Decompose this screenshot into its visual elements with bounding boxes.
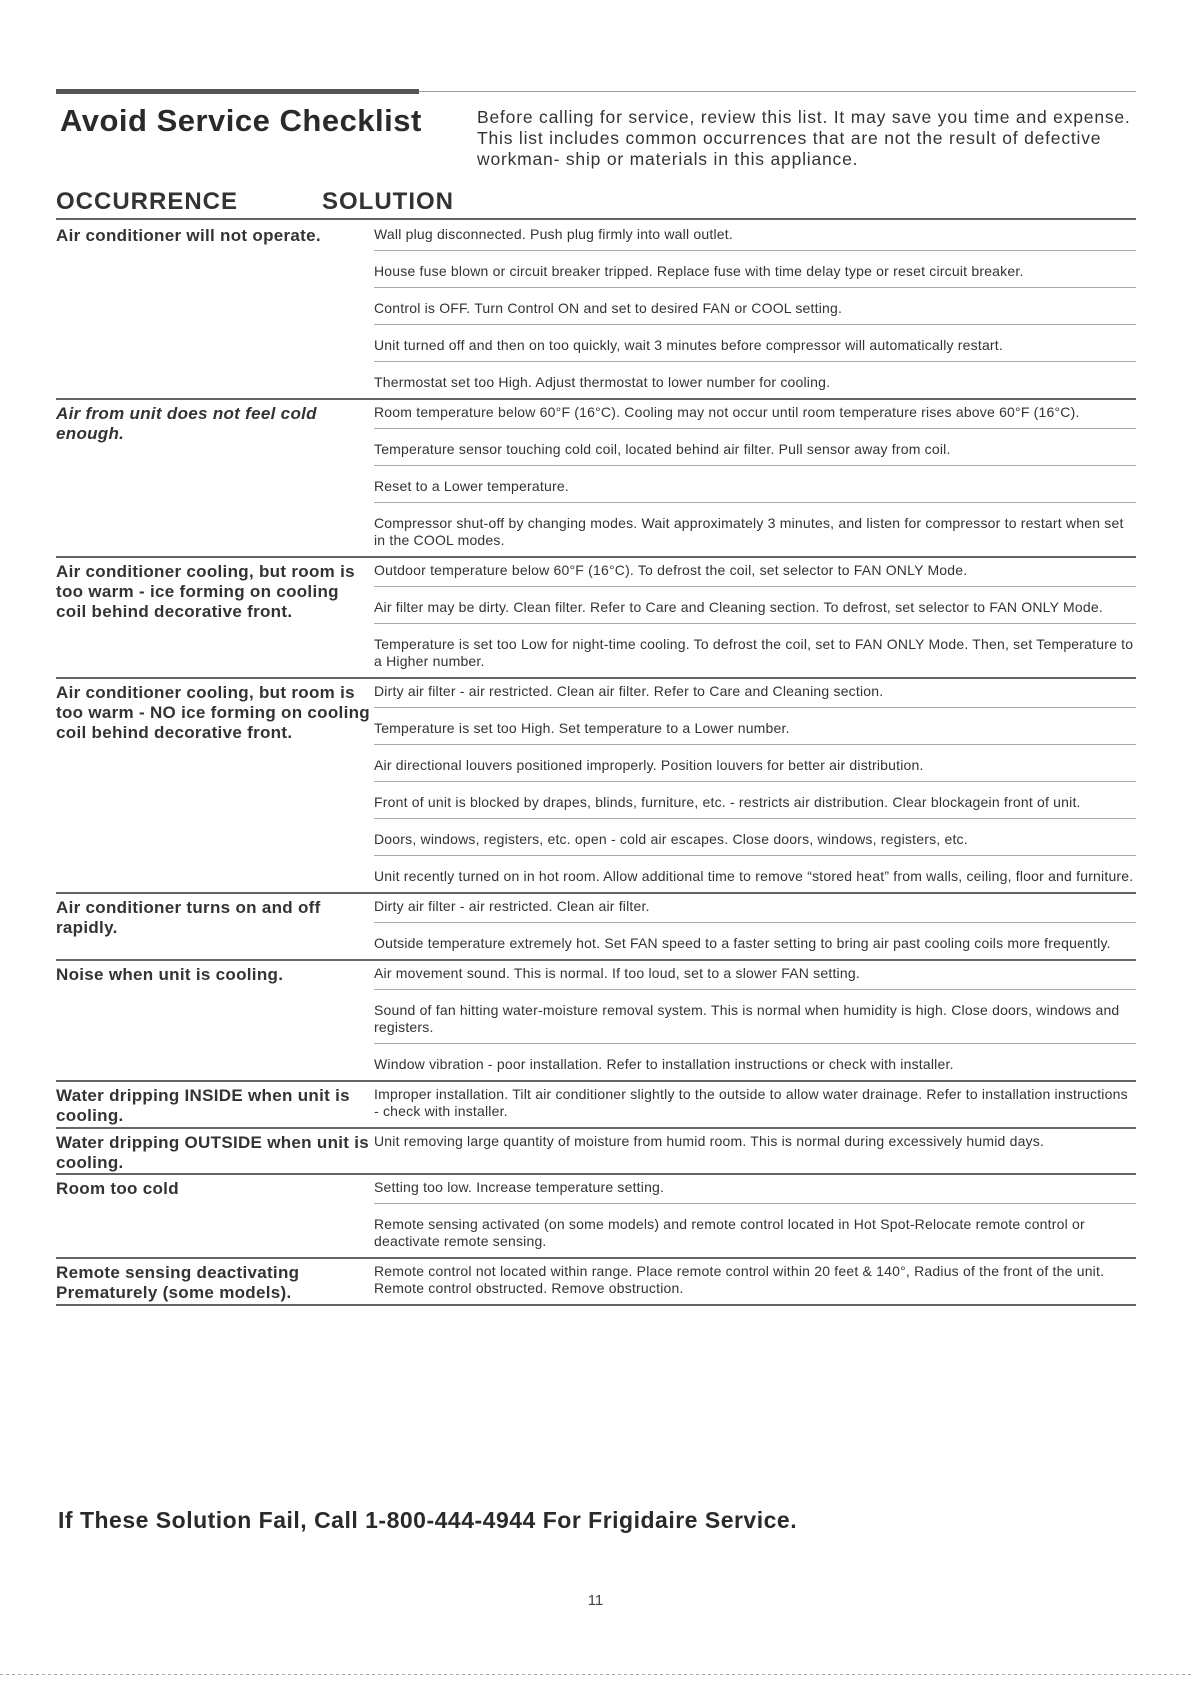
occurrence-text: Air from unit does not feel cold enough. — [56, 404, 317, 443]
checklist-section — [56, 961, 1136, 1082]
solution-item: Setting too low. Increase temperature setting. — [374, 1175, 1136, 1204]
bottom-rule — [0, 1674, 1191, 1675]
solution-list — [374, 558, 1136, 677]
checklist-section — [56, 679, 1136, 894]
solution-item: Unit recently turned on in hot room. Allow additional time to remove “stored heat” from walls, ceiling, floor and furniture. — [374, 868, 1134, 884]
intro-text: Before calling for service, review this list. It may save you time and expense. This list includes common occurrences that are not the result of defective workman- ship or materials in this appliance. — [477, 107, 1131, 169]
solution-item: Air filter may be dirty. Clean filter. Refer to Care and Cleaning section. To defrost, set selector to FAN ONLY Mode. — [374, 595, 1136, 624]
solution-list — [374, 679, 1136, 892]
solution-item: House fuse blown or circuit breaker tripped. Replace fuse with time delay type or reset circuit breaker. — [374, 259, 1136, 288]
occurrence-text: Water dripping INSIDE when unit is cooling. — [56, 1086, 350, 1125]
top-rule — [56, 89, 419, 94]
solution-item: Room temperature below 60°F (16°C). Cooling may not occur until room temperature rises above 60°F (16°C). — [374, 400, 1136, 429]
solution-item: Temperature sensor touching cold coil, located behind air filter. Pull sensor away from coil. — [374, 437, 1136, 466]
occurrence-text: Noise when unit is cooling. — [56, 965, 284, 984]
solution-item: Outdoor temperature below 60°F (16°C). To defrost the coil, set selector to FAN ONLY Mode. — [374, 558, 1136, 587]
solution-list — [374, 400, 1136, 556]
header-rule — [56, 218, 1136, 220]
checklist-section — [56, 1082, 1136, 1129]
solution-item: Dirty air filter - air restricted. Clean air filter. — [374, 894, 1136, 923]
solution-item: Compressor shut-off by changing modes. Wait approximately 3 minutes, and listen for compressor to restart when set in the COOL modes. — [374, 515, 1124, 548]
solution-header: SOLUTION — [322, 188, 454, 215]
page-title: Avoid Service Checklist — [60, 103, 422, 138]
solution-list — [374, 222, 1136, 398]
solution-item: Wall plug disconnected. Push plug firmly into wall outlet. — [374, 222, 1136, 251]
top-rule-thin — [419, 91, 1136, 92]
solution-item: Thermostat set too High. Adjust thermostat to lower number for cooling. — [374, 374, 831, 390]
solution-list — [374, 1082, 1136, 1127]
page-number: 11 — [587, 1592, 604, 1609]
solution-item: Sound of fan hitting water-moisture removal system. This is normal when humidity is high. Close doors, windows and registers. — [374, 998, 1136, 1044]
solution-list — [374, 961, 1136, 1080]
solution-item: Remote control not located within range. Place remote control within 20 feet & 140°, Radius of the front of the unit. Remote control obstructed. Remove obstruction. — [374, 1263, 1105, 1296]
solution-item: Unit turned off and then on too quickly, wait 3 minutes before compressor will automatically restart. — [374, 333, 1136, 362]
checklist-section — [56, 1259, 1136, 1306]
solution-item: Temperature is set too Low for night-time cooling. To defrost the coil, set to FAN ONLY Mode. Then, set Temperature to a Higher number. — [374, 636, 1134, 669]
solution-item: Control is OFF. Turn Control ON and set to desired FAN or COOL setting. — [374, 296, 1136, 325]
service-call-notice: If These Solution Fail, Call 1-800-444-4944 For Frigidaire Service. — [58, 1507, 798, 1533]
solution-item: Temperature is set too High. Set temperature to a Lower number. — [374, 716, 1136, 745]
checklist-section — [56, 558, 1136, 679]
occurrence-text: Water dripping OUTSIDE when unit is cooling. — [56, 1133, 370, 1172]
solution-list — [374, 894, 1136, 959]
solution-item: Air movement sound. This is normal. If too loud, set to a slower FAN setting. — [374, 961, 1136, 990]
solution-item: Improper installation. Tilt air conditioner slightly to the outside to allow water drainage. Refer to installation instructions - check with installer. — [374, 1086, 1128, 1119]
occurrence-text: Air conditioner cooling, but room is too warm - ice forming on cooling coil behind decorative front. — [56, 562, 355, 621]
checklist-section — [56, 1129, 1136, 1175]
occurrence-header: OCCURRENCE — [56, 188, 239, 215]
solution-list — [374, 1129, 1136, 1173]
solution-list — [374, 1175, 1136, 1257]
solution-item: Dirty air filter - air restricted. Clean air filter. Refer to Care and Cleaning section. — [374, 679, 1136, 708]
checklist-section — [56, 894, 1136, 961]
solution-item: Air directional louvers positioned improperly. Position louvers for better air distribution. — [374, 753, 1136, 782]
occurrence-text: Air conditioner will not operate. — [56, 226, 321, 245]
occurrence-text: Room too cold — [56, 1179, 179, 1198]
solution-item: Remote sensing activated (on some models) and remote control located in Hot Spot-Relocate remote control or deactivate remote sensing. — [374, 1216, 1085, 1249]
checklist-section — [56, 1175, 1136, 1259]
checklist-section — [56, 222, 1136, 400]
checklist-section — [56, 400, 1136, 558]
solution-item: Front of unit is blocked by drapes, blinds, furniture, etc. - restricts air distribution. Clear blockagein front of unit. — [374, 790, 1136, 819]
occurrence-text: Air conditioner turns on and off rapidly. — [56, 898, 321, 937]
occurrence-text: Air conditioner cooling, but room is too warm - NO ice forming on cooling coil behind decorative front. — [56, 683, 370, 742]
solution-item: Unit removing large quantity of moisture from humid room. This is normal during excessively humid days. — [374, 1133, 1045, 1149]
solution-item: Outside temperature extremely hot. Set FAN speed to a faster setting to bring air past cooling coils more frequently. — [374, 935, 1111, 951]
solution-item: Reset to a Lower temperature. — [374, 474, 1136, 503]
occurrence-text: Remote sensing deactivating Prematurely (some models). — [56, 1263, 300, 1302]
solution-list — [374, 1259, 1136, 1304]
solution-item: Doors, windows, registers, etc. open - cold air escapes. Close doors, windows, registers, etc. — [374, 827, 1136, 856]
solution-item: Window vibration - poor installation. Refer to installation instructions or check with installer. — [374, 1056, 954, 1072]
checklist-table — [56, 222, 1136, 1306]
